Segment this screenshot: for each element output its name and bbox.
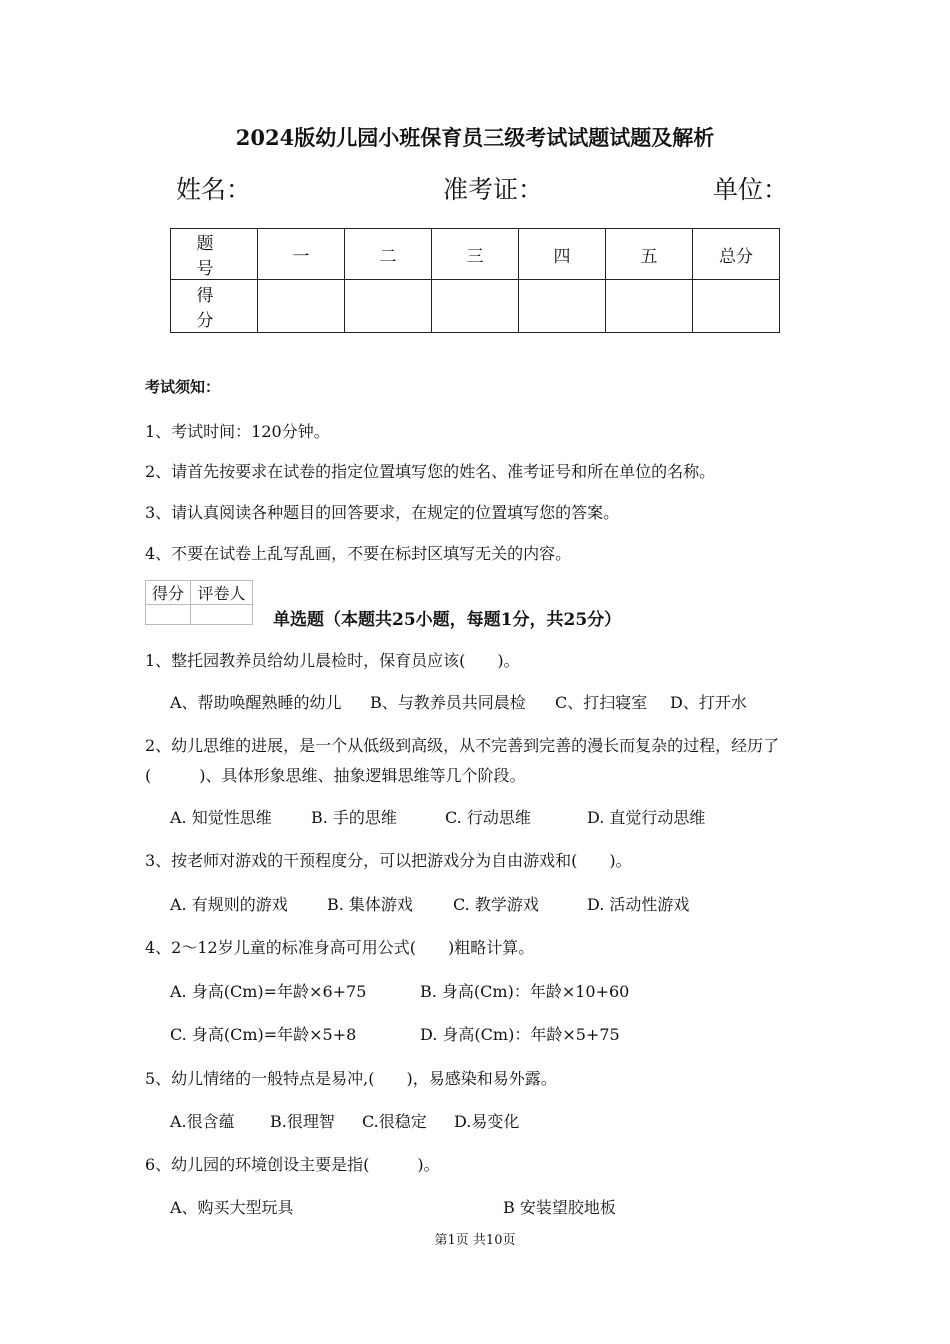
option-a[interactable]: A. 有规则的游戏	[170, 895, 288, 914]
score-label: 得 分	[171, 280, 258, 333]
option-b[interactable]: B 安装望胶地板	[503, 1198, 616, 1217]
option-d[interactable]: D.易变化	[454, 1112, 520, 1131]
question-stem: 2、幼儿思维的进展，是一个从低级到高级，从不完善到完善的漫长而复杂的过程，经历了	[145, 736, 780, 755]
question-stem: 1、整托园教养员给幼儿晨检时，保育员应该( )。	[145, 651, 520, 670]
name-field-label: 姓名：	[176, 175, 252, 204]
total-score-cell[interactable]	[693, 280, 780, 333]
option-c[interactable]: C. 行动思维	[445, 808, 531, 827]
option-c[interactable]: C、打扫寝室	[555, 693, 648, 712]
section-3-score-cell[interactable]	[432, 280, 519, 333]
notice-item: 4、不要在试卷上乱写乱画，不要在标封区填写无关的内容。	[145, 544, 572, 563]
option-c[interactable]: C. 身高(Cm)=年龄×5+8	[170, 1025, 357, 1044]
question-stem-continued: ( )、具体形象思维、抽象逻辑思维等几个阶段。	[145, 766, 526, 785]
option-b[interactable]: B、与教养员共同晨检	[370, 693, 526, 712]
grader-reviewer-cell[interactable]	[191, 605, 253, 625]
option-a[interactable]: A. 身高(Cm)=年龄×6+75	[170, 982, 367, 1001]
option-b[interactable]: B. 手的思维	[311, 808, 397, 827]
question-stem: 6、幼儿园的环境创设主要是指( )。	[145, 1155, 440, 1174]
exam-number-field-label: 准考证：	[443, 175, 544, 204]
score-table-score-row	[171, 280, 780, 333]
grader-score-label: 得分	[146, 581, 191, 605]
score-table	[170, 228, 780, 333]
section-4-score-cell[interactable]	[519, 280, 606, 333]
grader-reviewer-label: 评卷人	[191, 581, 253, 605]
unit-field-label: 单位：	[713, 175, 789, 204]
section-2-score-cell[interactable]	[345, 280, 432, 333]
option-c[interactable]: C. 教学游戏	[453, 895, 539, 914]
option-d[interactable]: D. 活动性游戏	[587, 895, 690, 914]
notice-item: 2、请首先按要求在试卷的指定位置填写您的姓名、准考证号和所在单位的名称。	[145, 462, 716, 481]
section-5-header: 五	[606, 229, 693, 280]
option-d[interactable]: D、打开水	[670, 693, 747, 712]
score-table-header-row	[171, 229, 780, 280]
notice-heading: 考试须知：	[145, 378, 221, 396]
total-header: 总分	[693, 229, 780, 280]
option-d[interactable]: D. 直觉行动思维	[587, 808, 706, 827]
grader-table	[145, 580, 253, 625]
option-a[interactable]: A、帮助唤醒熟睡的幼儿	[170, 693, 342, 712]
page-footer: 第1页 共10页	[434, 1233, 516, 1248]
option-a[interactable]: A. 知觉性思维	[170, 808, 272, 827]
option-b[interactable]: B. 身高(Cm)：年龄×10+60	[420, 982, 630, 1001]
section-5-score-cell[interactable]	[606, 280, 693, 333]
section-heading: 单选题（本题共25小题，每题1分，共25分）	[273, 610, 622, 630]
grader-score-cell[interactable]	[146, 605, 191, 625]
section-2-header: 二	[345, 229, 432, 280]
option-b[interactable]: B.很理智	[270, 1112, 335, 1131]
question-stem: 5、幼儿情绪的一般特点是易冲,( )，易感染和易外露。	[145, 1069, 557, 1088]
question-number-label: 题 号	[171, 229, 258, 280]
option-d[interactable]: D. 身高(Cm)：年龄×5+75	[420, 1025, 620, 1044]
notice-item: 3、请认真阅读各种题目的回答要求，在规定的位置填写您的答案。	[145, 503, 620, 522]
question-stem: 4、2～12岁儿童的标准身高可用公式( )粗略计算。	[145, 938, 535, 957]
section-4-header: 四	[519, 229, 606, 280]
option-a[interactable]: A、购买大型玩具	[170, 1198, 294, 1217]
section-1-header: 一	[258, 229, 345, 280]
section-3-header: 三	[432, 229, 519, 280]
option-a[interactable]: A.很含蕴	[170, 1112, 235, 1131]
option-c[interactable]: C.很稳定	[362, 1112, 427, 1131]
option-b[interactable]: B. 集体游戏	[327, 895, 413, 914]
document-title: 2024版幼儿园小班保育员三级考试试题试题及解析	[235, 125, 715, 150]
notice-item: 1、考试时间：120分钟。	[145, 422, 330, 441]
question-stem: 3、按老师对游戏的干预程度分，可以把游戏分为自由游戏和( )。	[145, 851, 632, 870]
section-1-score-cell[interactable]	[258, 280, 345, 333]
